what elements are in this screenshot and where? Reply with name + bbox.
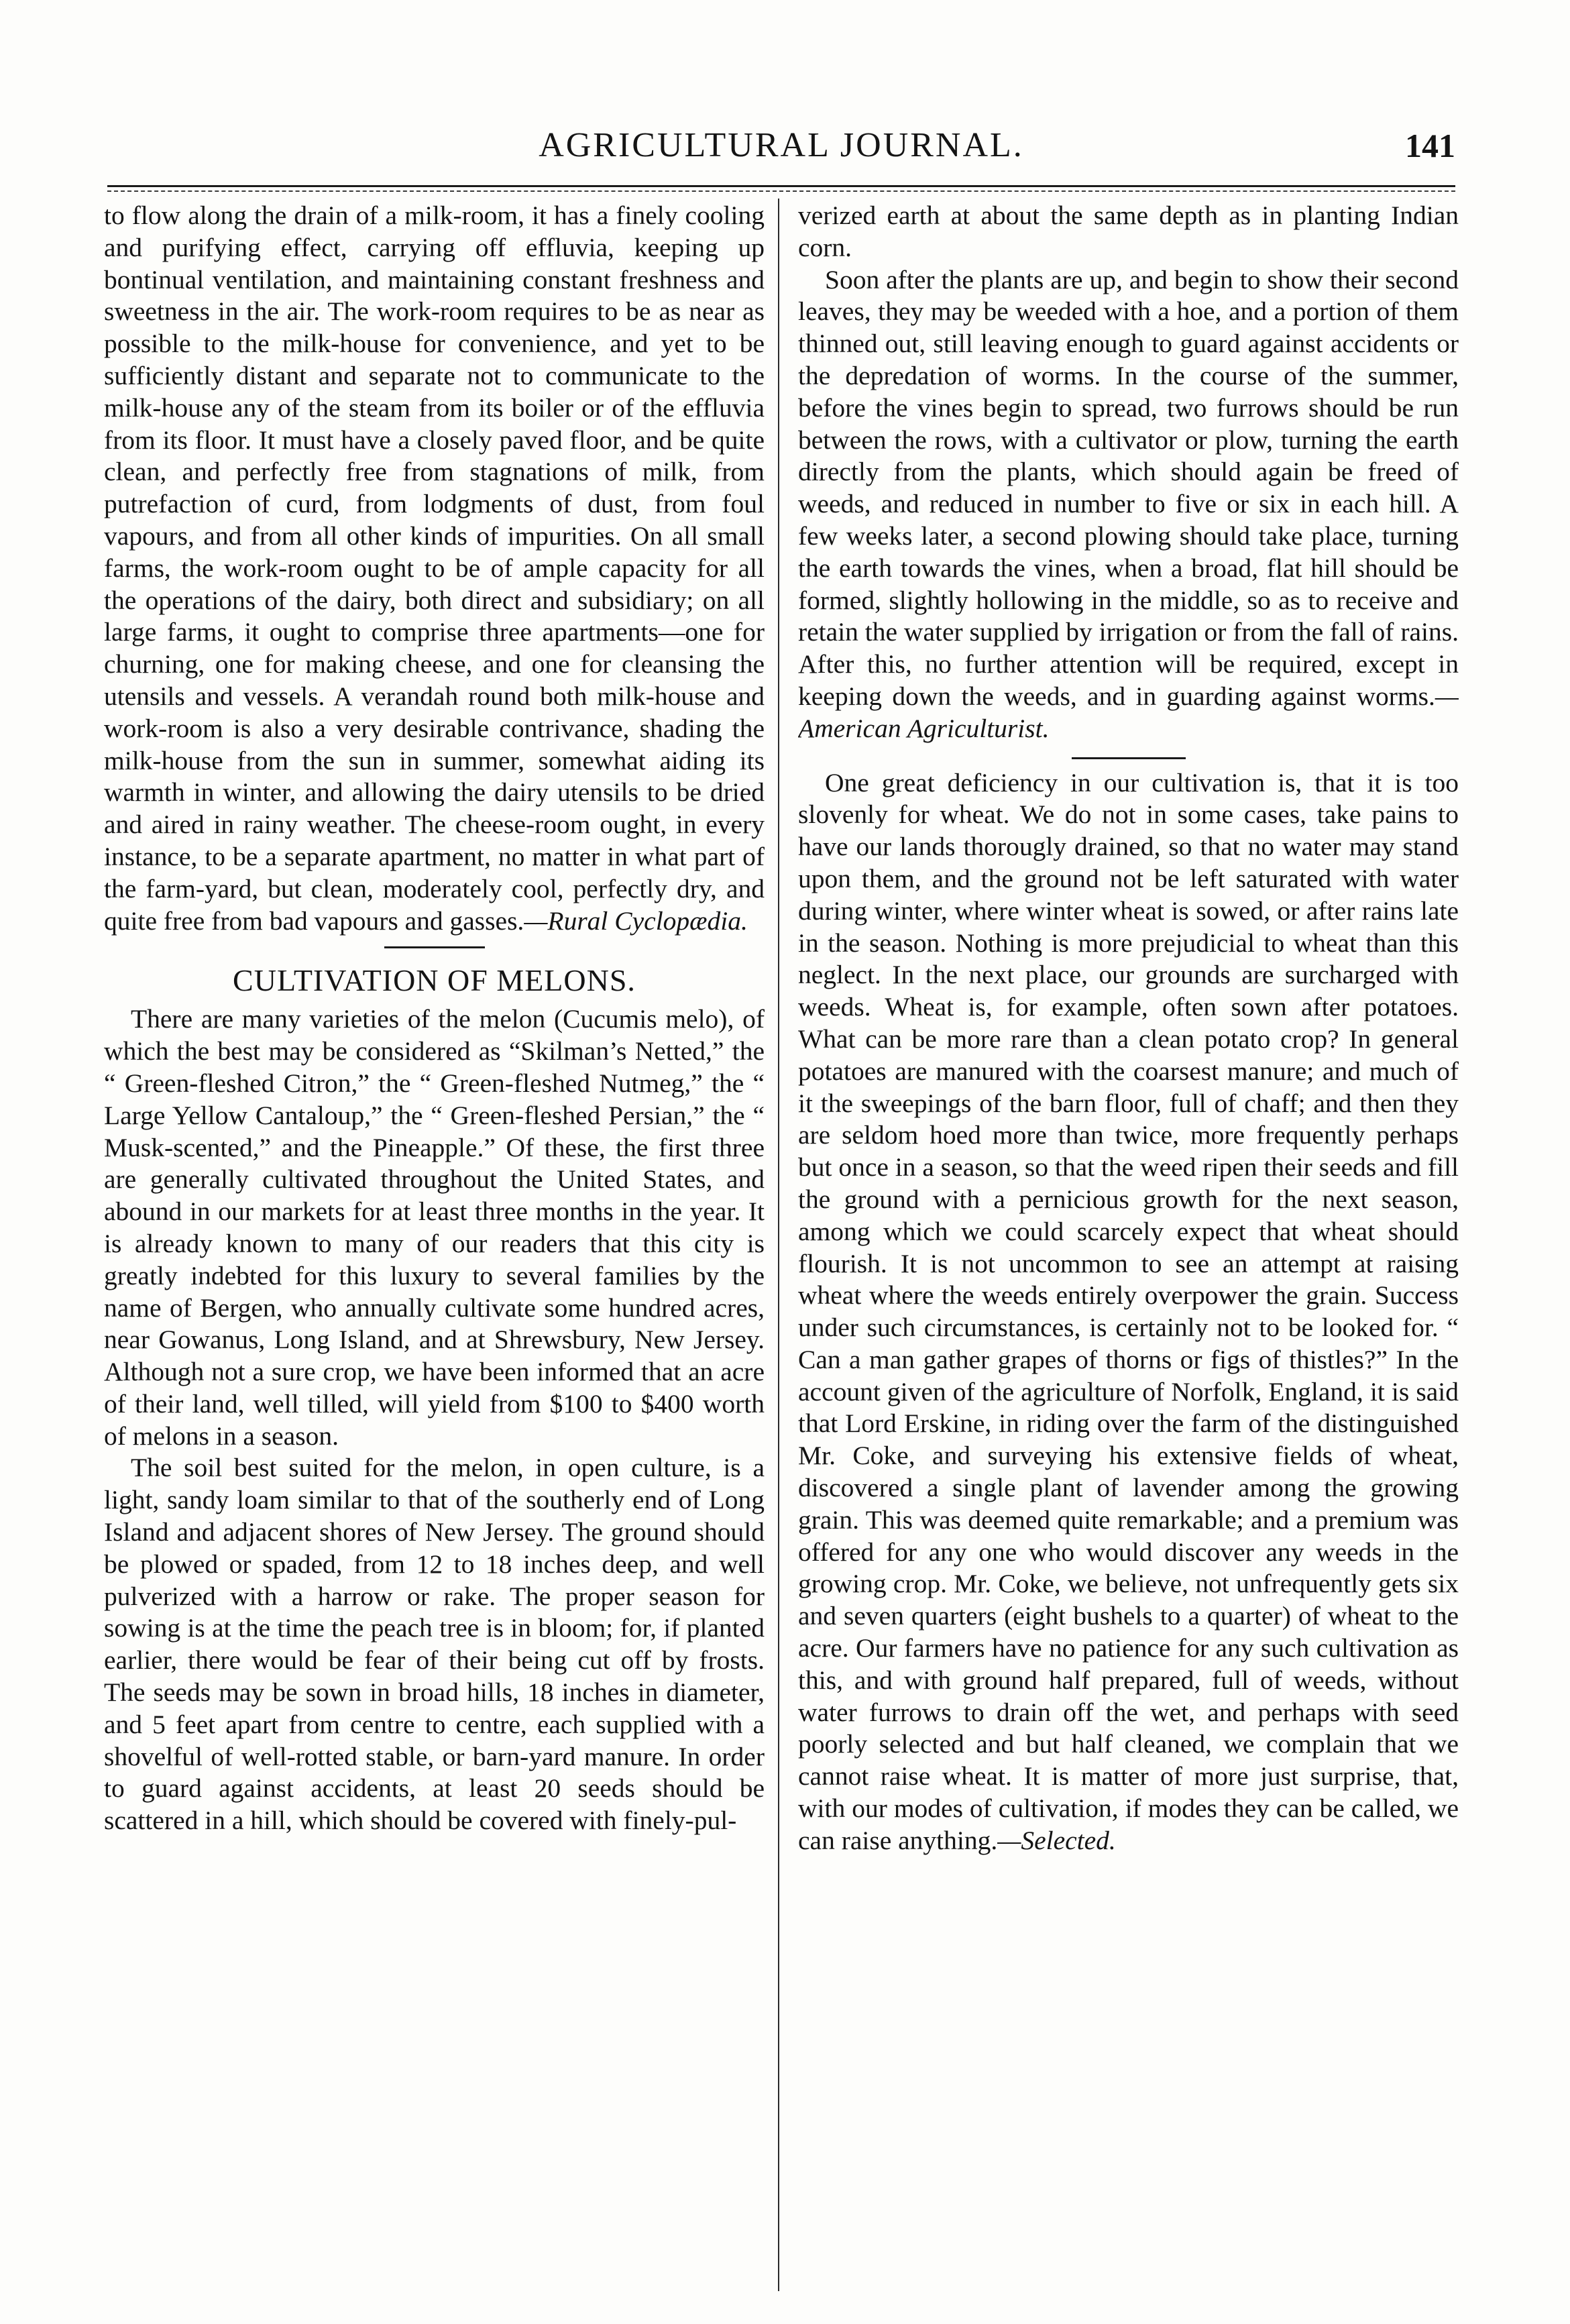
page-number: 141 [1405, 127, 1455, 164]
header-rule [107, 185, 1455, 187]
article-separator-rule [1072, 757, 1186, 759]
dairy-source-citation: —Rural Cyclopædia. [524, 905, 748, 936]
melons-paragraph-3: verized earth at about the same depth as in planting Indian corn. [798, 201, 1459, 262]
column-divider [778, 199, 779, 2291]
melons-source-citation: —American Agriculturist. [798, 681, 1459, 743]
right-column [798, 200, 1459, 2286]
dairy-article-continuation [104, 200, 765, 937]
melons-paragraph-4-text: Soon after the plants are up, and begin to show their second leaves, they may be weeded with a hoe, and a portion of them thinned out, still leaving enough to guard against accidents or the depredation of worms. In the course of the summer, before the vines begin to spread, two furrows should be run between the rows, with a cultivator or plow, turning the earth directly from the plants, which should again be freed of weeds, and reduced in number to five or six in each hill. A few weeks later, a second plowing should take place, turning the earth towards the vines, when a broad, flat hill should be formed, slightly hollowing in the middle, so as to receive and retain the water supplied by irrigation or from the fall of rains. After this, no further attention will be required, except in keeping down the weeds, and in guarding against worms. [798, 264, 1459, 711]
left-column [104, 200, 765, 2286]
header-dashed-rule [107, 190, 1455, 192]
melons-heading: CULTIVATION OF MELONS. [233, 963, 636, 998]
running-title: AGRICULTURAL JOURNAL. [539, 126, 1024, 164]
wheat-source-citation: —Selected. [997, 1825, 1116, 1855]
dairy-paragraph-text: to flow along the drain of a milk-room, it has a finely cooling and purifying effect, carrying off effluvia, keeping up bontinual ventilation, and maintaining constant freshness and sweetness in the air. The work-room requires to be as near as possible to the milk-house for convenience, and yet to be sufficiently distant and separate not to communicate to the milk-house any of the steam from its boiler or of the effluvia from its floor. It must have a closely paved floor, and be quite clean, and perfectly free from stagnations of milk, from putrefaction of curd, from lodgments of dust, from foul vapours, and from all other kinds of impurities. On all small farms, the work-room ought to be of ample capacity for all the operations of the dairy, both direct and subsidiary; on all large farms, it ought to comprise three apartments—one for churning, one for making cheese, and one for cleansing the utensils and vessels. A verandah round both milk-house and work-room is also a very desirable contrivance, shading the milk-house from the sun in summer, somewhat aiding its warmth in winter, and allowing the dairy utensils to be dried and aired in rainy weather. The cheese-room ought, in every instance, to be a separate apartment, no matter in what part of the farm-yard, but clean, moderately cool, perfectly dry, and quite free from bad vapours and gasses. [104, 201, 765, 936]
melons-paragraph-4 [798, 264, 1459, 745]
page-header [107, 122, 1455, 169]
wheat-article-paragraph [798, 767, 1459, 1857]
melons-paragraph-2: The soil best suited for the melon, in open culture, is a light, sandy loam similar to that of the southerly end of Long Island and adjacent shores of New Jersey. The ground should be plowed or spaded, from 12 to 18 inches deep, and well pulverized with a harrow or rake. The proper season for sowing is at the time the peach tree is in bloom; for, if planted earlier, there would be fear of their being cut off by frosts. The seeds may be sown in broad hills, 18 inches in diameter, and 5 feet apart from centre to centre, each supplied with a shovelful of well-rotted stable, or barn-yard manure. In order to guard against accidents, at least 20 seeds should be scattered in a hill, which should be covered with finely-pul- [104, 1453, 765, 1836]
article-separator-rule [384, 946, 485, 948]
melons-paragraph-1: There are many varieties of the melon (Cucumis melo), of which the best may be considered as “Skilman’s Netted,” the “ Green-fleshed Citron,” the “ Green-fleshed Nutmeg,” the “ Large Yellow Cantaloup,” the “ Green-fleshed Persian,” the “ Musk-scented,” and the Pineapple.” Of these, the first three are generally cultivated throughout the United States, and abound in our markets for at least three months in the year. It is already known to many of our readers that this city is greatly indebted for this luxury to several families by the name of Bergen, who annually cultivate some hundred acres, near Gowanus, Long Island, and at Shrewsbury, New Jersey. Although not a sure crop, we have been informed that an acre of their land, well tilled, will yield from $100 to $400 worth of melons in a season. [104, 1004, 765, 1451]
wheat-paragraph-text: One great deficiency in our cultivation is, that it is too slovenly for wheat. We do not in some cases, take pains to have our lands thorougly drained, so that no water may stand upon them, and the ground not be left saturated with water during winter, where winter wheat is sowed, or after rains late in the season. Nothing is more prejudicial to wheat than this neglect. In the next place, our grounds are surcharged with weeds. Wheat is, for example, often sown after potatoes. What can be more rare than a clean potato crop? In general potatoes are manured with the coarsest manure; and much of it the sweepings of the barn floor, full of chaff; and then they are seldom hoed more than twice, more frequently perhaps but once in a season, so that the weed ripen their seeds and fill the ground with a pernicious growth for the next season, among which we could scarcely expect that wheat should flourish. It is not uncommon to see an attempt at raising wheat where the weeds entirely overpower the grain. Success under such circumstances, is certainly not to be looked for. “ Can a man gather grapes of thorns or figs of thistles?” In the account given of the agriculture of Norfolk, England, it is said that Lord Erskine, in riding over the farm of the distinguished Mr. Coke, and surveying his extensive fields of wheat, discovered a single plant of lavender among the growing grain. This was deemed quite remarkable; and a premium was offered for any one who would discover any weeds in the growing crop. Mr. Coke, we believe, not unfrequently gets six and seven quarters (eight bushels to a quarter) of wheat to the acre. Our farmers have no patience for any such cultivation as this, and with ground half prepared, full of weeds, without water furrows to drain off the wet, and perhaps with seed poorly selected and but half cleaned, we complain that we cannot raise wheat. It is matter of more just surprise, that, with our modes of cultivation, if modes they can be called, we can raise anything. [798, 767, 1459, 1855]
